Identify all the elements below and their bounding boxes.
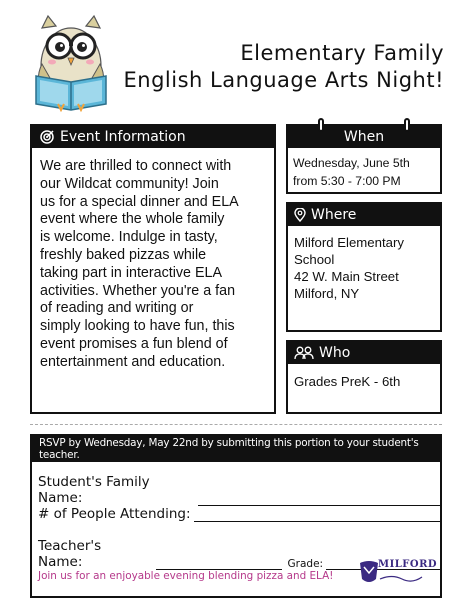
event-line: We are thrilled to connect with bbox=[40, 158, 232, 174]
rsvp-form bbox=[30, 434, 442, 598]
event-line: activities. Whether you're a fan bbox=[40, 282, 236, 299]
when-header bbox=[288, 126, 440, 148]
event-description bbox=[32, 148, 274, 372]
milford-school-logo bbox=[358, 559, 438, 587]
target-icon bbox=[40, 130, 54, 144]
title-line-1: Elementary Family bbox=[240, 41, 444, 65]
map-pin-icon bbox=[294, 208, 306, 222]
event-line: freshly baked pizzas while bbox=[40, 246, 207, 263]
page-title bbox=[124, 40, 445, 94]
event-line: of reading and writing or bbox=[40, 300, 194, 317]
event-line: is welcome. Indulge in tasty, bbox=[40, 229, 218, 246]
where-line: 42 W. Main Street bbox=[294, 269, 399, 284]
where-line: School bbox=[294, 252, 335, 267]
who-box bbox=[286, 340, 442, 414]
family-name-label: Student's Family Name: bbox=[38, 474, 150, 506]
grade-label: Grade: bbox=[287, 558, 324, 570]
where-details bbox=[288, 226, 440, 310]
calendar-ring-icon bbox=[404, 118, 410, 132]
family-name-input-line[interactable] bbox=[198, 492, 440, 506]
who-grades: Grades PreK - 6th bbox=[294, 374, 401, 389]
event-line: simply looking to have fun, this bbox=[40, 318, 235, 335]
event-information-box bbox=[30, 124, 276, 414]
title-line-2: English Language Arts Night! bbox=[123, 68, 444, 92]
teacher-name-label: Teacher's Name: bbox=[38, 538, 102, 570]
event-line: event where the whole family bbox=[40, 211, 225, 228]
people-icon bbox=[294, 346, 314, 360]
rsvp-header: RSVP by Wednesday, May 22nd by submitting this portion to your student's teacher. bbox=[32, 436, 440, 462]
where-box bbox=[286, 202, 442, 332]
logo-text: MILFORD bbox=[378, 559, 438, 570]
who-heading: Who bbox=[319, 345, 351, 361]
owl-reading-book-illustration bbox=[30, 14, 112, 112]
people-attending-label: # of People Attending: bbox=[38, 506, 191, 522]
event-line: taking part in interactive ELA bbox=[40, 264, 222, 281]
school-crest-icon bbox=[358, 559, 380, 585]
people-attending-input-line[interactable] bbox=[194, 508, 440, 522]
event-information-header bbox=[32, 126, 274, 148]
teacher-name-input-line[interactable] bbox=[156, 556, 282, 570]
who-header bbox=[288, 342, 440, 364]
family-name-field bbox=[38, 474, 440, 506]
people-attending-field bbox=[38, 506, 440, 522]
calendar-ring-icon bbox=[318, 118, 324, 132]
event-line: event promises a fun blend of bbox=[40, 335, 228, 352]
when-date: Wednesday, June 5th bbox=[293, 156, 410, 170]
when-heading: When bbox=[343, 129, 385, 145]
rsvp-footer-note: Join us for an enjoyable evening blending pizza and ELA! bbox=[38, 570, 334, 582]
cut-line bbox=[30, 424, 442, 425]
when-details bbox=[288, 148, 440, 196]
who-details bbox=[288, 364, 440, 399]
where-header bbox=[288, 204, 440, 226]
when-time: from 5:30 - 7:00 PM bbox=[293, 174, 401, 188]
event-information-heading: Event Information bbox=[60, 129, 186, 145]
event-line: us for a special dinner and ELA bbox=[40, 193, 239, 210]
logo-swoosh bbox=[378, 573, 424, 583]
event-line: entertainment and education. bbox=[40, 353, 226, 370]
where-line: Milford Elementary bbox=[294, 235, 404, 250]
where-line: Milford, NY bbox=[294, 286, 360, 301]
event-line: our Wildcat community! Join bbox=[40, 175, 219, 192]
where-heading: Where bbox=[311, 207, 357, 223]
when-box bbox=[286, 124, 442, 194]
